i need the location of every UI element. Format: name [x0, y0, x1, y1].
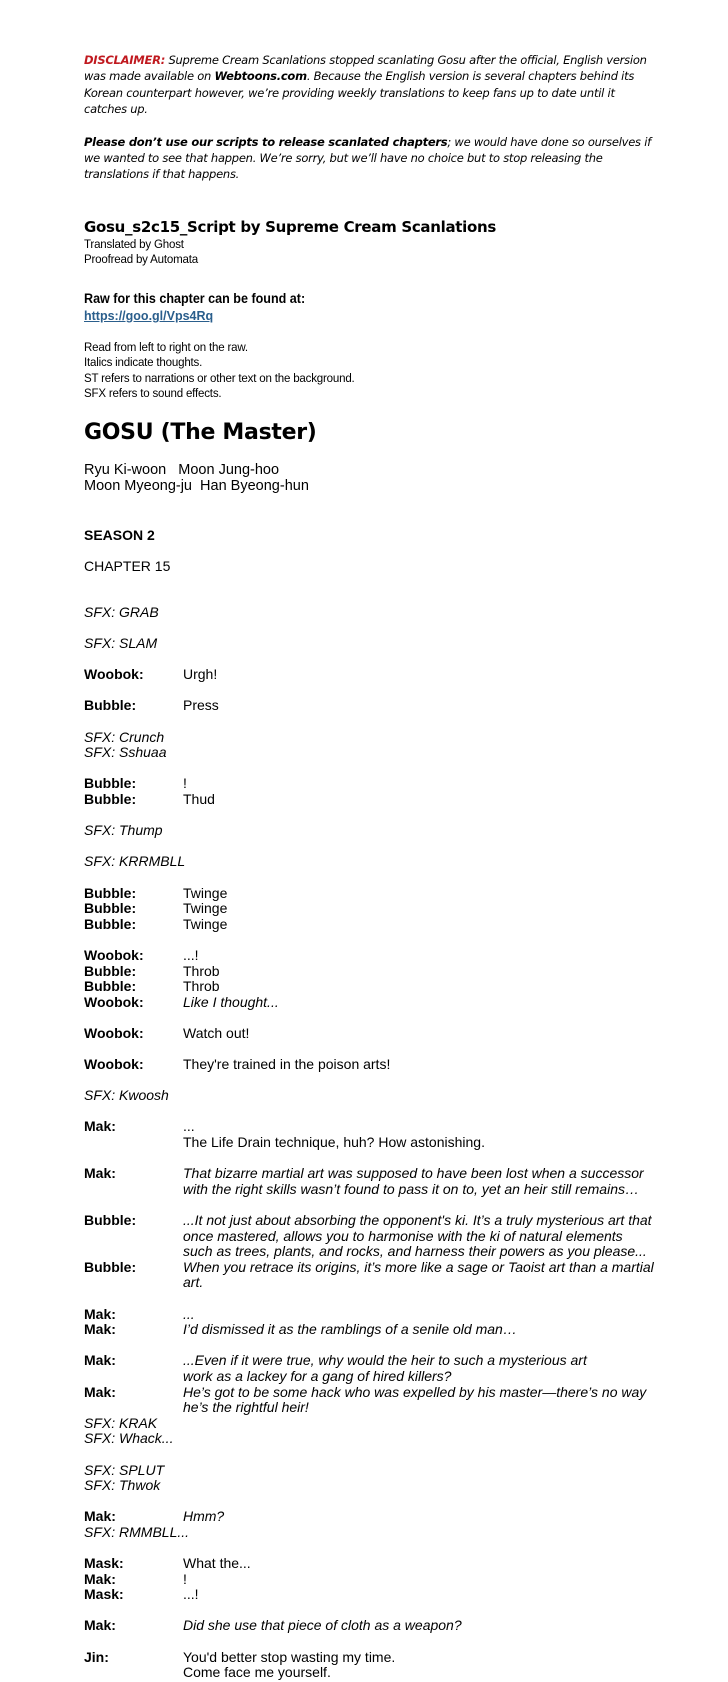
dialogue-text: They're trained in the poison arts!: [183, 1056, 391, 1073]
sfx-text: SFX: Thwok: [84, 1477, 161, 1494]
speaker-label: Woobok:: [84, 1024, 144, 1041]
disclaimer-site: Webtoons.com: [214, 69, 307, 84]
note-line: ST refers to narrations or other text on the background.: [84, 370, 355, 385]
line-gap: [84, 839, 654, 855]
raw-link[interactable]: https://goo.gl/Vps4Rq: [84, 308, 214, 323]
dialogue-line: [84, 1353, 654, 1369]
dialogue-text: ...: [183, 1118, 195, 1135]
sfx-text: SFX: RMMBLL...: [84, 1523, 190, 1540]
speaker-label: [84, 1135, 183, 1151]
dialogue-line: [84, 1166, 654, 1197]
line-gap: [84, 1447, 654, 1463]
dialogue-text: That bizarre martial art was supposed to have been lost when a successor with the right skills wasn’t found to pass it on to, yet an heir still remains…: [183, 1165, 644, 1197]
sfx-text: SFX: SPLUT: [84, 1461, 165, 1478]
dialogue-text: ...: [183, 1305, 195, 1322]
line-gap: [84, 1151, 654, 1167]
line-gap: [84, 683, 654, 699]
line-gap: [84, 1291, 654, 1307]
dialogue-text: Come face me yourself.: [183, 1664, 331, 1681]
dialogue-text: You'd better stop wasting my time.: [183, 1648, 396, 1665]
dialogue-text: Hmm?: [183, 1508, 225, 1525]
dialogue-text: I’d dismissed it as the ramblings of a senile old man…: [183, 1321, 517, 1338]
dialogue-line: [84, 1650, 654, 1666]
speaker-label: [84, 1665, 183, 1681]
dialogue-line: [84, 667, 654, 683]
dialogue-text: Urgh!: [183, 666, 218, 683]
dialogue-line: [84, 1135, 654, 1151]
sfx-text: SFX: KRAK: [84, 1414, 158, 1431]
dialogue-text: ...!: [183, 1586, 199, 1603]
speaker-label: Woobok:: [84, 1056, 144, 1073]
sfx-line: [84, 605, 654, 621]
speaker-label: Bubble:: [84, 884, 137, 901]
sfx-line: [84, 1478, 654, 1494]
dialogue-line: [84, 1260, 654, 1291]
names-line-1: Ryu Ki-woon Moon Jung-hoo: [84, 461, 280, 478]
dialogue-text: Thud: [183, 790, 215, 807]
dialogue-text: !: [183, 1570, 187, 1587]
sfx-line: [84, 1088, 654, 1104]
dialogue-line: [84, 1026, 654, 1042]
document-page: [84, 52, 654, 1681]
dialogue-text: Like I thought...: [183, 993, 279, 1010]
speaker-label: Woobok:: [84, 666, 144, 683]
sfx-line: [84, 1416, 654, 1432]
dialogue-line: [84, 698, 654, 714]
line-gap: [84, 652, 654, 668]
dialogue-line: [84, 1369, 654, 1385]
sfx-line: [84, 1431, 654, 1447]
note-line: Read from left to right on the raw.: [84, 339, 248, 354]
dialogue-line: [84, 1119, 654, 1135]
dialogue-text: Watch out!: [183, 1024, 250, 1041]
speaker-label: Bubble:: [84, 915, 137, 932]
sfx-line: [84, 823, 654, 839]
dialogue-line: [84, 964, 654, 980]
dialogue-text: What the...: [183, 1555, 251, 1572]
sfx-line: [84, 730, 654, 746]
speaker-label: [84, 1369, 183, 1385]
line-gap: [84, 1634, 654, 1650]
dialogue-line: [84, 792, 654, 808]
speaker-label: Mak:: [84, 1118, 116, 1135]
chapter-label: CHAPTER 15: [84, 557, 171, 574]
dialogue-line: [84, 917, 654, 933]
sfx-line: [84, 854, 654, 870]
disclaimer-warning-bold: Please don’t use our scripts to release scanlated chapters: [84, 134, 448, 149]
line-gap: [84, 714, 654, 730]
proofread-by: Proofread by Automata: [84, 252, 198, 267]
raw-heading: Raw for this chapter can be found at:: [84, 290, 306, 306]
dialogue-text: work as a lackey for a gang of hired killers?: [183, 1367, 452, 1384]
speaker-label: Mask:: [84, 1555, 124, 1572]
dialogue-line: [84, 1665, 654, 1681]
speaker-label: Woobok:: [84, 993, 144, 1010]
dialogue-line: [84, 886, 654, 902]
sfx-text: SFX: SLAM: [84, 635, 158, 652]
speaker-label: Mak:: [84, 1570, 116, 1587]
disclaimer-warning: [84, 134, 654, 183]
speaker-label: Mak:: [84, 1383, 116, 1400]
speaker-label: Bubble:: [84, 978, 137, 995]
dialogue-text: ...Even if it were true, why would the heir to such a mysterious art: [183, 1352, 587, 1369]
speaker-label: Jin:: [84, 1648, 109, 1665]
dialogue-line: [84, 1385, 654, 1416]
dialogue-text: When you retrace its origins, it’s more like a sage or Taoist art than a martial art.: [183, 1258, 654, 1291]
speaker-label: Bubble:: [84, 900, 137, 917]
script-lines: [84, 605, 654, 1681]
line-gap: [84, 1041, 654, 1057]
speaker-label: Mak:: [84, 1617, 116, 1634]
sfx-line: [84, 745, 654, 761]
disclaimer: [84, 52, 654, 118]
speaker-label: Bubble:: [84, 1258, 137, 1275]
translated-by: Translated by Ghost: [84, 236, 184, 251]
dialogue-line: [84, 1213, 654, 1260]
disclaimer-text-2: . Because the English version is several chapters behind its Korean counterpart however, we’re providing weekly translations to keep fans up to date until it catches up.: [84, 69, 635, 117]
speaker-label: Mak:: [84, 1321, 116, 1338]
note-line: Italics indicate thoughts.: [84, 355, 203, 370]
dialogue-text: He’s got to be some hack who was expelled by his master—there’s no way he’s the rightful heir!: [183, 1383, 647, 1416]
dialogue-text: Twinge: [183, 884, 228, 901]
character-names: [84, 462, 654, 494]
dialogue-line: [84, 1322, 654, 1338]
dialogue-line: [84, 776, 654, 792]
dialogue-line: [84, 948, 654, 964]
dialogue-text: Throb: [183, 962, 220, 979]
line-gap: [84, 932, 654, 948]
line-gap: [84, 620, 654, 636]
names-line-2: Moon Myeong-ju Han Byeong-hun: [84, 477, 309, 494]
dialogue-text: !: [183, 775, 187, 792]
sfx-line: [84, 1463, 654, 1479]
speaker-label: Mak:: [84, 1508, 116, 1525]
speaker-label: Mask:: [84, 1586, 124, 1603]
speaker-label: Bubble:: [84, 775, 137, 792]
sfx-text: SFX: Kwoosh: [84, 1087, 169, 1104]
speaker-label: Woobok:: [84, 946, 144, 963]
note-line: SFX refers to sound effects.: [84, 386, 222, 401]
dialogue-text: Twinge: [183, 915, 228, 932]
sfx-line: [84, 636, 654, 652]
dialogue-text: Did she use that piece of cloth as a weapon?: [183, 1617, 462, 1634]
line-gap: [84, 870, 654, 886]
line-gap: [84, 1603, 654, 1619]
line-gap: [84, 1104, 654, 1120]
dialogue-line: [84, 1509, 654, 1525]
sfx-line: [84, 1525, 654, 1541]
season-label: SEASON 2: [84, 526, 155, 543]
dialogue-line: [84, 979, 654, 995]
speaker-label: Bubble:: [84, 962, 137, 979]
line-gap: [84, 1073, 654, 1089]
speaker-label: Bubble:: [84, 790, 137, 807]
dialogue-text: Twinge: [183, 900, 228, 917]
disclaimer-warning-rest: ; we would have done so ourselves if we wanted to see that happen. We’re sorry, but we’ll have no choice but to stop releasing the translations if that happens.: [84, 134, 651, 182]
dialogue-text: ...!: [183, 946, 199, 963]
line-gap: [84, 1540, 654, 1556]
script-title: Gosu_s2c15_Script by Supreme Cream Scanlations: [84, 217, 497, 236]
dialogue-text: ...It not just about absorbing the opponent's ki. It’s a truly mysterious art that once mastered, allows you to harmonise with the ki of natural elements such as trees, plants, and rocks, and harness their powers as you please...: [183, 1212, 652, 1260]
dialogue-text: Press: [183, 697, 219, 714]
speaker-label: Mak:: [84, 1305, 116, 1322]
line-gap: [84, 808, 654, 824]
dialogue-line: [84, 1057, 654, 1073]
dialogue-line: [84, 1556, 654, 1572]
line-gap: [84, 1010, 654, 1026]
dialogue-line: [84, 995, 654, 1011]
speaker-label: Bubble:: [84, 697, 137, 714]
reading-notes: [84, 340, 654, 402]
sfx-text: SFX: KRRMBLL: [84, 853, 186, 870]
sfx-text: SFX: Whack...: [84, 1430, 174, 1447]
speaker-label: Bubble:: [84, 1212, 137, 1228]
dialogue-text: Throb: [183, 978, 220, 995]
dialogue-line: [84, 1618, 654, 1634]
speaker-label: Mak:: [84, 1352, 116, 1369]
line-gap: [84, 761, 654, 777]
sfx-text: SFX: Thump: [84, 822, 163, 839]
dialogue-text: The Life Drain technique, huh? How astonishing.: [183, 1134, 485, 1151]
dialogue-line: [84, 1587, 654, 1603]
disclaimer-text-1: Supreme Cream Scanlations stopped scanlating Gosu after the official, English version was made available on: [84, 53, 647, 84]
sfx-text: SFX: GRAB: [84, 603, 159, 620]
line-gap: [84, 1494, 654, 1510]
series-title: GOSU (The Master): [84, 419, 317, 445]
line-gap: [84, 1197, 654, 1213]
disclaimer-label: DISCLAIMER:: [84, 53, 166, 67]
line-gap: [84, 1338, 654, 1354]
dialogue-line: [84, 1307, 654, 1323]
dialogue-line: [84, 1572, 654, 1588]
dialogue-line: [84, 901, 654, 917]
sfx-text: SFX: Sshuaa: [84, 744, 167, 761]
sfx-text: SFX: Crunch: [84, 728, 165, 745]
speaker-label: Mak:: [84, 1165, 116, 1182]
